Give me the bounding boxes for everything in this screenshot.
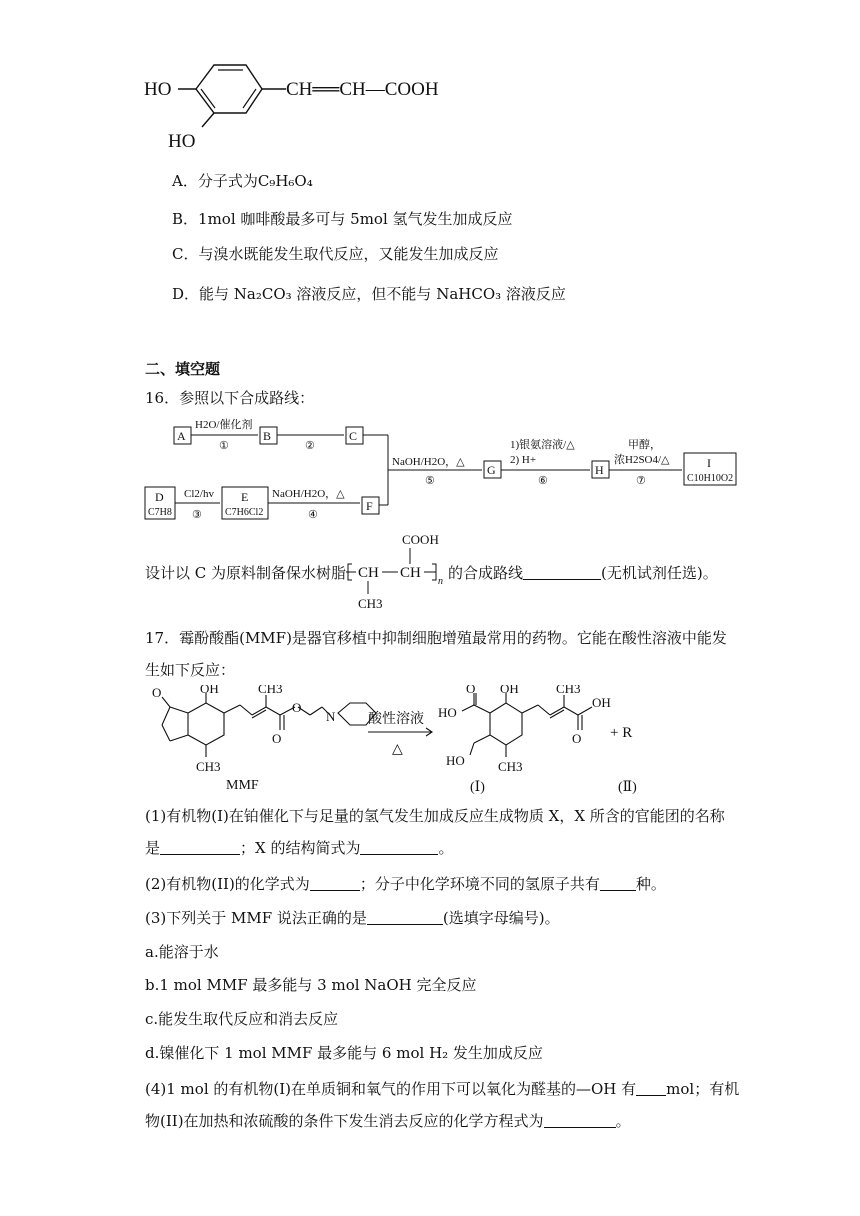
product-label-2: (Ⅱ) — [618, 780, 637, 795]
q16-question — [145, 563, 346, 583]
node-e: E — [241, 490, 249, 504]
p4b-pre: 物(II)在加热和浓硫酸的条件下发生消去反应的化学方程式为 — [145, 1112, 544, 1130]
polymer-ch-2: CH — [400, 565, 421, 581]
reagent-1: H2O/催化剂 — [195, 419, 253, 431]
product-oh-acid: OH — [592, 695, 611, 710]
product-o: O — [466, 685, 476, 696]
product-oh: OH — [500, 685, 519, 696]
reaction-condition: 酸性溶液 — [368, 712, 424, 727]
node-d: D — [155, 490, 164, 504]
p1-mid: ；X 的结构简式为 — [240, 839, 361, 857]
option-a: A．分子式为C₉H₆O₄ — [172, 172, 313, 190]
mmf-ch3-top: CH3 — [258, 685, 283, 696]
d-formula: C7H8 — [148, 507, 172, 518]
q16-text-before: 设计以 C 为原料制备保水树脂 — [145, 564, 347, 582]
polymer-n: n — [438, 576, 443, 587]
mmf-reaction-scheme — [140, 685, 680, 800]
option-d: D．能与 Na₂CO₃ 溶液反应，但不能与 NaHCO₃ 溶液反应 — [172, 285, 566, 303]
q16-text-tail — [448, 563, 718, 583]
node-c: C — [349, 429, 358, 443]
q17-stem-line2: 生如下反应： — [145, 661, 236, 679]
answer-blank-1b[interactable] — [360, 840, 438, 855]
polymer-ch-1: CH — [358, 565, 379, 581]
q17-part4-line1 — [145, 1079, 739, 1099]
node-h: H — [595, 463, 604, 477]
step-1: ① — [219, 440, 229, 452]
node-f: F — [366, 499, 373, 513]
synthesis-route-diagram — [140, 415, 740, 525]
e-formula: C7H6Cl2 — [225, 507, 264, 518]
mmf-oh-label: OH — [200, 685, 219, 696]
q16-stem: 16．参照以下合成路线： — [145, 389, 315, 407]
q17-choice-a: a.能溶于水 — [145, 943, 219, 961]
mmf-o-label: O — [152, 685, 162, 700]
node-a: A — [177, 429, 186, 443]
p1-pre: 是 — [145, 839, 161, 857]
answer-blank-1a[interactable] — [160, 840, 240, 855]
answer-blank-2a[interactable] — [310, 876, 360, 891]
product-o-acid: O — [572, 731, 582, 746]
mmf-n-label: N — [326, 709, 336, 724]
answer-blank[interactable] — [523, 565, 601, 580]
node-g: G — [487, 463, 496, 477]
q16-text-after: 的合成路线 — [448, 564, 524, 582]
p1-end: 。 — [438, 839, 454, 857]
answer-blank-4a[interactable] — [636, 1081, 666, 1096]
reagent-6b: 2) H+ — [510, 454, 537, 466]
option-c: C．与溴水既能发生取代反应，又能发生加成反应 — [172, 245, 499, 263]
product-label-1: (Ⅰ) — [470, 780, 485, 795]
reagent-4: NaOH/H2O，△ — [272, 488, 345, 500]
q17-stem-line1: 17．霉酚酸酯(MMF)是器官移植中抑制细胞增殖最常用的药物。它能在酸性溶液中能发 — [145, 629, 727, 647]
q17-part4-line2 — [145, 1111, 631, 1131]
q17-choice-c: c.能发生取代反应和消去反应 — [145, 1010, 339, 1028]
section-heading: 二、填空题 — [145, 360, 221, 378]
q17-choice-d: d.镍催化下 1 mol MMF 最多能与 6 mol H₂ 发生加成反应 — [145, 1044, 543, 1062]
step-3: ③ — [192, 509, 202, 521]
mmf-ch3-label: CH3 — [196, 759, 221, 774]
plus-r: + R — [610, 725, 633, 741]
polymer-cooh: COOH — [402, 532, 439, 547]
step-2: ② — [305, 440, 315, 452]
step-5: ⑤ — [425, 475, 435, 487]
q17-part2 — [145, 874, 666, 894]
p2-end: 种。 — [635, 875, 666, 893]
step-4: ④ — [308, 509, 318, 521]
product-ho: HO — [438, 705, 457, 720]
p2-pre: (2)有机物(II)的化学式为 — [145, 875, 310, 893]
node-i: I — [707, 456, 711, 470]
p4-end: mol；有机 — [666, 1080, 740, 1098]
reagent-7a: 甲醇， — [628, 439, 661, 451]
node-b: B — [263, 429, 272, 443]
polymer-structure — [344, 528, 444, 613]
step-6: ⑥ — [538, 475, 548, 487]
reagent-7b: 浓H2SO4/△ — [614, 454, 670, 466]
reagent-5: NaOH/H2O，△ — [392, 456, 465, 468]
p4b-end: 。 — [615, 1112, 631, 1130]
option-b: B．1mol 咖啡酸最多可与 5mol 氢气发生加成反应 — [172, 210, 513, 228]
q17-part3 — [145, 908, 560, 928]
step-7: ⑦ — [636, 475, 646, 487]
side-chain-label: CH══CH—COOH — [286, 79, 439, 100]
ho-label-2: HO — [168, 131, 196, 152]
q17-choice-b: b.1 mol MMF 最多能与 3 mol NaOH 完全反应 — [145, 976, 477, 994]
reagent-3: Cl2/hv — [184, 488, 214, 500]
q17-part1-line1: (1)有机物(I)在铂催化下与足量的氢气发生加成反应生成物质 X，X 所含的官能团的名称 — [145, 807, 725, 825]
product-ch3: CH3 — [498, 759, 523, 774]
p2-mid: ；分子中化学环境不同的氢原子共有 — [359, 875, 600, 893]
answer-blank-4b[interactable] — [544, 1113, 616, 1128]
polymer-ch3: CH3 — [358, 596, 383, 611]
q17-part1-line2 — [145, 838, 453, 858]
product-ch3-top: CH3 — [556, 685, 581, 696]
i-formula: C10H10O2 — [687, 473, 734, 484]
p4-pre: (4)1 mol 的有机物(I)在单质铜和氧气的作用下可以氧化为醛基的—OH 有 — [145, 1080, 637, 1098]
p3-pre: (3)下列关于 MMF 说法正确的是 — [145, 909, 367, 927]
answer-blank-3[interactable] — [367, 910, 443, 925]
q16-text-end: (无机试剂任选)。 — [601, 564, 718, 582]
answer-blank-2b[interactable] — [600, 876, 636, 891]
reaction-heat: △ — [392, 742, 403, 757]
caffeic-acid-structure — [140, 55, 480, 155]
mmf-label: MMF — [226, 778, 259, 793]
mmf-o-ester: O — [292, 700, 302, 715]
reagent-6a: 1)银氨溶液/△ — [510, 439, 575, 451]
p3-end: (选填字母编号)。 — [442, 909, 560, 927]
ho-label-1: HO — [144, 79, 172, 100]
mmf-o-carbonyl: O — [272, 731, 282, 746]
product-ho-2: HO — [446, 753, 465, 768]
